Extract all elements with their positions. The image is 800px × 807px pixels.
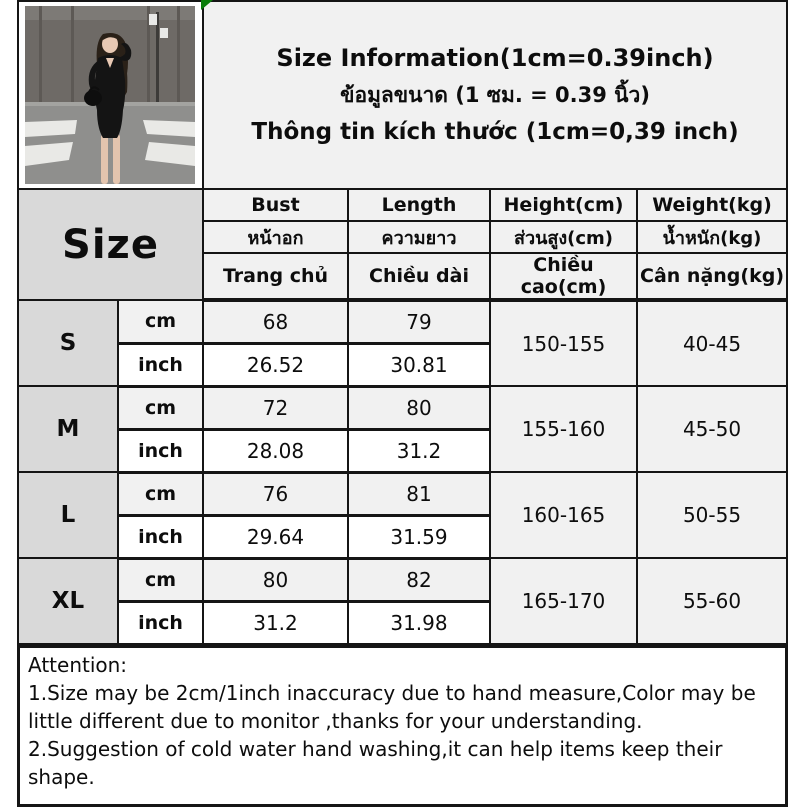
col-header-weight-vi: Cân nặng(kg) [637, 253, 787, 300]
xl-bust-inch: 31.2 [203, 601, 348, 644]
xl-length-cm: 82 [348, 558, 490, 601]
unit-label-inch: inch [118, 429, 203, 472]
l-bust-cm: 76 [203, 472, 348, 515]
m-bust-cm: 72 [203, 386, 348, 429]
table-row-s-cm [18, 300, 787, 343]
xl-height-range: 165-170 [490, 558, 637, 644]
unit-label-inch: inch [118, 601, 203, 644]
s-height-range: 150-155 [490, 300, 637, 386]
table-row-m-cm [18, 386, 787, 429]
col-header-length-th: ความยาว [348, 221, 490, 253]
size-label-xl: XL [18, 558, 118, 644]
size-table [17, 0, 788, 645]
l-weight-range: 50-55 [637, 472, 787, 558]
col-header-height-vi: Chiều cao(cm) [490, 253, 637, 300]
unit-label-inch: inch [118, 515, 203, 558]
col-header-bust-th: หน้าอก [203, 221, 348, 253]
size-corner-label: Size [18, 189, 203, 300]
xl-weight-range: 55-60 [637, 558, 787, 644]
title-cell [203, 1, 787, 189]
product-photo-cell [18, 1, 203, 189]
s-length-cm: 79 [348, 300, 490, 343]
m-weight-range: 45-50 [637, 386, 787, 472]
col-header-length-en: Length [348, 189, 490, 221]
col-header-bust-en: Bust [203, 189, 348, 221]
size-chart-sheet [17, 0, 788, 807]
s-length-inch: 30.81 [348, 343, 490, 386]
col-header-height-en: Height(cm) [490, 189, 637, 221]
col-header-weight-en: Weight(kg) [637, 189, 787, 221]
table-row-l-cm [18, 472, 787, 515]
attention-box [17, 645, 788, 807]
green-corner-marker [201, 0, 213, 10]
model-photo-illustration [25, 6, 195, 184]
size-label-s: S [18, 300, 118, 386]
m-height-range: 155-160 [490, 386, 637, 472]
unit-label-cm: cm [118, 472, 203, 515]
size-label-m: M [18, 386, 118, 472]
table-row-xl-cm [18, 558, 787, 601]
attention-heading: Attention: [28, 653, 128, 677]
title-vietnamese: Thông tin kích thước (1cm=0,39 inch) [251, 118, 739, 145]
col-header-weight-th: น้ำหนัก(kg) [637, 221, 787, 253]
unit-label-cm: cm [118, 300, 203, 343]
m-length-cm: 80 [348, 386, 490, 429]
xl-length-inch: 31.98 [348, 601, 490, 644]
attention-note-1: 1.Size may be 2cm/1inch inaccuracy due to hand measure,Color may be little different due to monitor ,thanks for your understanding. [28, 681, 756, 733]
unit-label-cm: cm [118, 558, 203, 601]
l-length-inch: 31.59 [348, 515, 490, 558]
m-bust-inch: 28.08 [203, 429, 348, 472]
title-english: Size Information(1cm=0.39inch) [276, 43, 714, 72]
xl-bust-cm: 80 [203, 558, 348, 601]
col-header-bust-vi: Trang chủ [203, 253, 348, 300]
unit-label-inch: inch [118, 343, 203, 386]
m-length-inch: 31.2 [348, 429, 490, 472]
unit-label-cm: cm [118, 386, 203, 429]
title-thai: ข้อมูลขนาด (1 ซม. = 0.39 นิ้ว) [340, 82, 650, 107]
s-weight-range: 40-45 [637, 300, 787, 386]
attention-note-2: 2.Suggestion of cold water hand washing,it can help items keep their shape. [28, 737, 723, 789]
s-bust-cm: 68 [203, 300, 348, 343]
col-header-height-th: ส่วนสูง(cm) [490, 221, 637, 253]
l-length-cm: 81 [348, 472, 490, 515]
l-bust-inch: 29.64 [203, 515, 348, 558]
model-photo [19, 3, 200, 187]
col-header-length-vi: Chiều dài [348, 253, 490, 300]
l-height-range: 160-165 [490, 472, 637, 558]
s-bust-inch: 26.52 [203, 343, 348, 386]
size-label-l: L [18, 472, 118, 558]
